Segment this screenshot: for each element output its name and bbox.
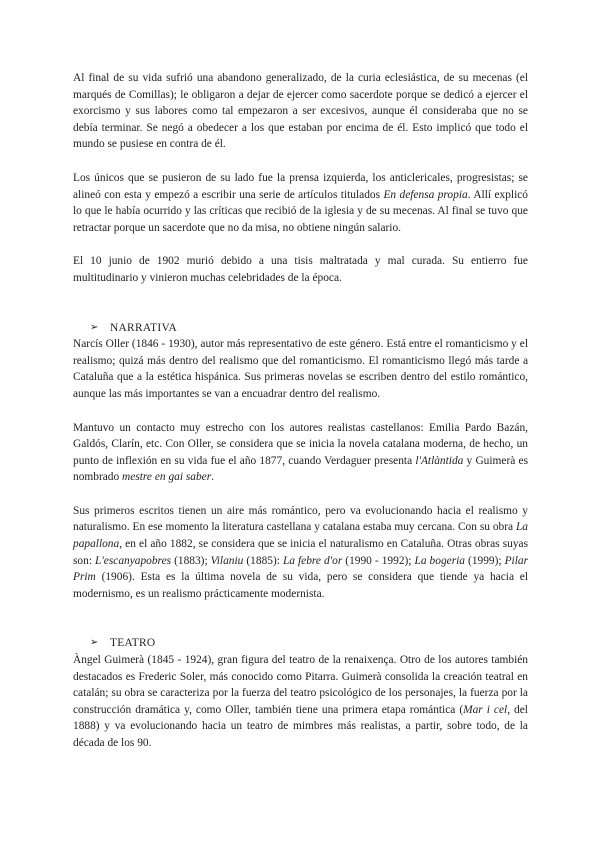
text-segment: Mantuvo un contacto muy estrecho con los autores realistas castellanos: Emilia Pardo Bazán, Galdós, Clarín, etc. Con Oller, se considera que se inicia la novela catalana moderna, de hecho, un punto de inflexión en su vida fue el año 1877, cuando Verdaguer presenta	[73, 421, 528, 467]
text-segment: Los únicos que se pusieron de su lado fue la prensa izquierda, los anticlericales, progresistas; se alineó con esta y empezó a escribir una serie de artículos titulados	[73, 171, 528, 201]
text-segment: (1885):	[243, 554, 283, 567]
text-segment: (1999);	[465, 554, 505, 567]
italic-title: mestre en gai saber	[122, 471, 212, 484]
text-segment: , en el año 1882, se considera que se inicia el naturalismo en Cataluña. Otras obras suyas son:	[73, 538, 528, 567]
section-heading-teatro	[73, 635, 528, 652]
text-segment: Àngel Guimerà (1845 - 1924), gran figura del teatro de la renaixença. Otro de los autores también destacados es Frederic Soler, más conocido como Pitarra. Guimerà consolida la creación teatral en catalán; su obra se caracteriza por la fuerza del teatro psicológico de los personajes, la fuerza por la construcción dramática y, como Oller, también tiene una primera etapa romántica (	[73, 654, 528, 716]
text-segment: .	[211, 471, 215, 484]
italic-title: Mar i cel	[463, 703, 508, 716]
text-segment: y Guimerà es nombrado	[73, 454, 529, 484]
italic-title: L'escanyapobres	[95, 554, 172, 567]
paragraph-oller-contact	[73, 420, 528, 486]
text-segment: (1990 - 1992);	[342, 554, 415, 567]
italic-title: La febre d'or	[282, 554, 343, 567]
arrow-bullet-icon: ➢	[90, 637, 99, 649]
text-segment: , del 1888) y va evolucionando hacia un teatro de mimbres más realistas, a partir, sobre todo, de la década de los 90.	[73, 703, 528, 749]
paragraph-oller-intro: Narcís Oller (1846 - 1930), autor más representativo de este género. Está entre el romanticismo y el realismo; quizá más dentro del realismo que del romanticismo. El romanticismo llegó más tarde a Cataluña que a la estética hispánica. Sus primeras novelas se escriben dentro del estilo romántico, aunque las más importantes se van a encuadrar dentro del realismo.	[73, 338, 528, 400]
paragraph-end-of-life: Al final de su vida sufrió una abandono generalizado, de la curia eclesiástica, de su mecenas (el marqués de Comillas); le obligaron a dejar de ejercer como sacerdote porque se dedicó a ejercer el exorcismo y sus labores como tal empezaron a ser excesivos, aunque él consideraba que no se debía terminar. Se negó a obedecer a los que estaban por encima de él. Esto implicó que todo el mundo se pusiese en contra de él.	[73, 72, 528, 151]
heading-label: NARRATIVA	[110, 321, 178, 334]
paragraph-oller-works	[73, 503, 528, 603]
arrow-bullet-icon: ➢	[90, 321, 99, 333]
text-segment: . Allí explicó lo que le había ocurrido y las críticas que recibió de la iglesia y de su mecenas. Al final se tuvo que retractar porque un sacerdote que no da misa, no obtiene ningún salario.	[73, 188, 528, 234]
heading-label: TEATRO	[110, 637, 156, 650]
italic-title: l'Atlàntida	[415, 454, 464, 467]
document-page	[73, 70, 528, 752]
paragraph-guimera	[73, 652, 528, 752]
paragraph-death: El 10 junio de 1902 murió debido a una tisis maltratada y mal curada. Su entierro fue multitudinario y vinieron muchas celebridades de la época.	[73, 255, 528, 284]
italic-title: La bogeria	[414, 554, 465, 567]
text-segment: Sus primeros escritos tienen un aire más romántico, pero va evolucionando hacia el realismo y naturalismo. En ese momento la literatura castellana y catalana estaba muy cercana. Con su obra	[73, 504, 528, 534]
italic-title: Vilaniu	[210, 554, 244, 567]
paragraph-press-support	[73, 170, 528, 236]
italic-title: La papallona	[73, 521, 528, 551]
italic-title: En defensa propia	[383, 188, 468, 201]
text-segment: (1906). Esta es la última novela de su vida, pero se considera que tiende ya hacia el modernismo, es un realismo prácticamente modernista.	[73, 571, 528, 600]
text-segment: (1883);	[171, 554, 211, 567]
italic-title: Pilar Prim	[73, 554, 529, 584]
section-heading-narrativa	[73, 320, 528, 337]
